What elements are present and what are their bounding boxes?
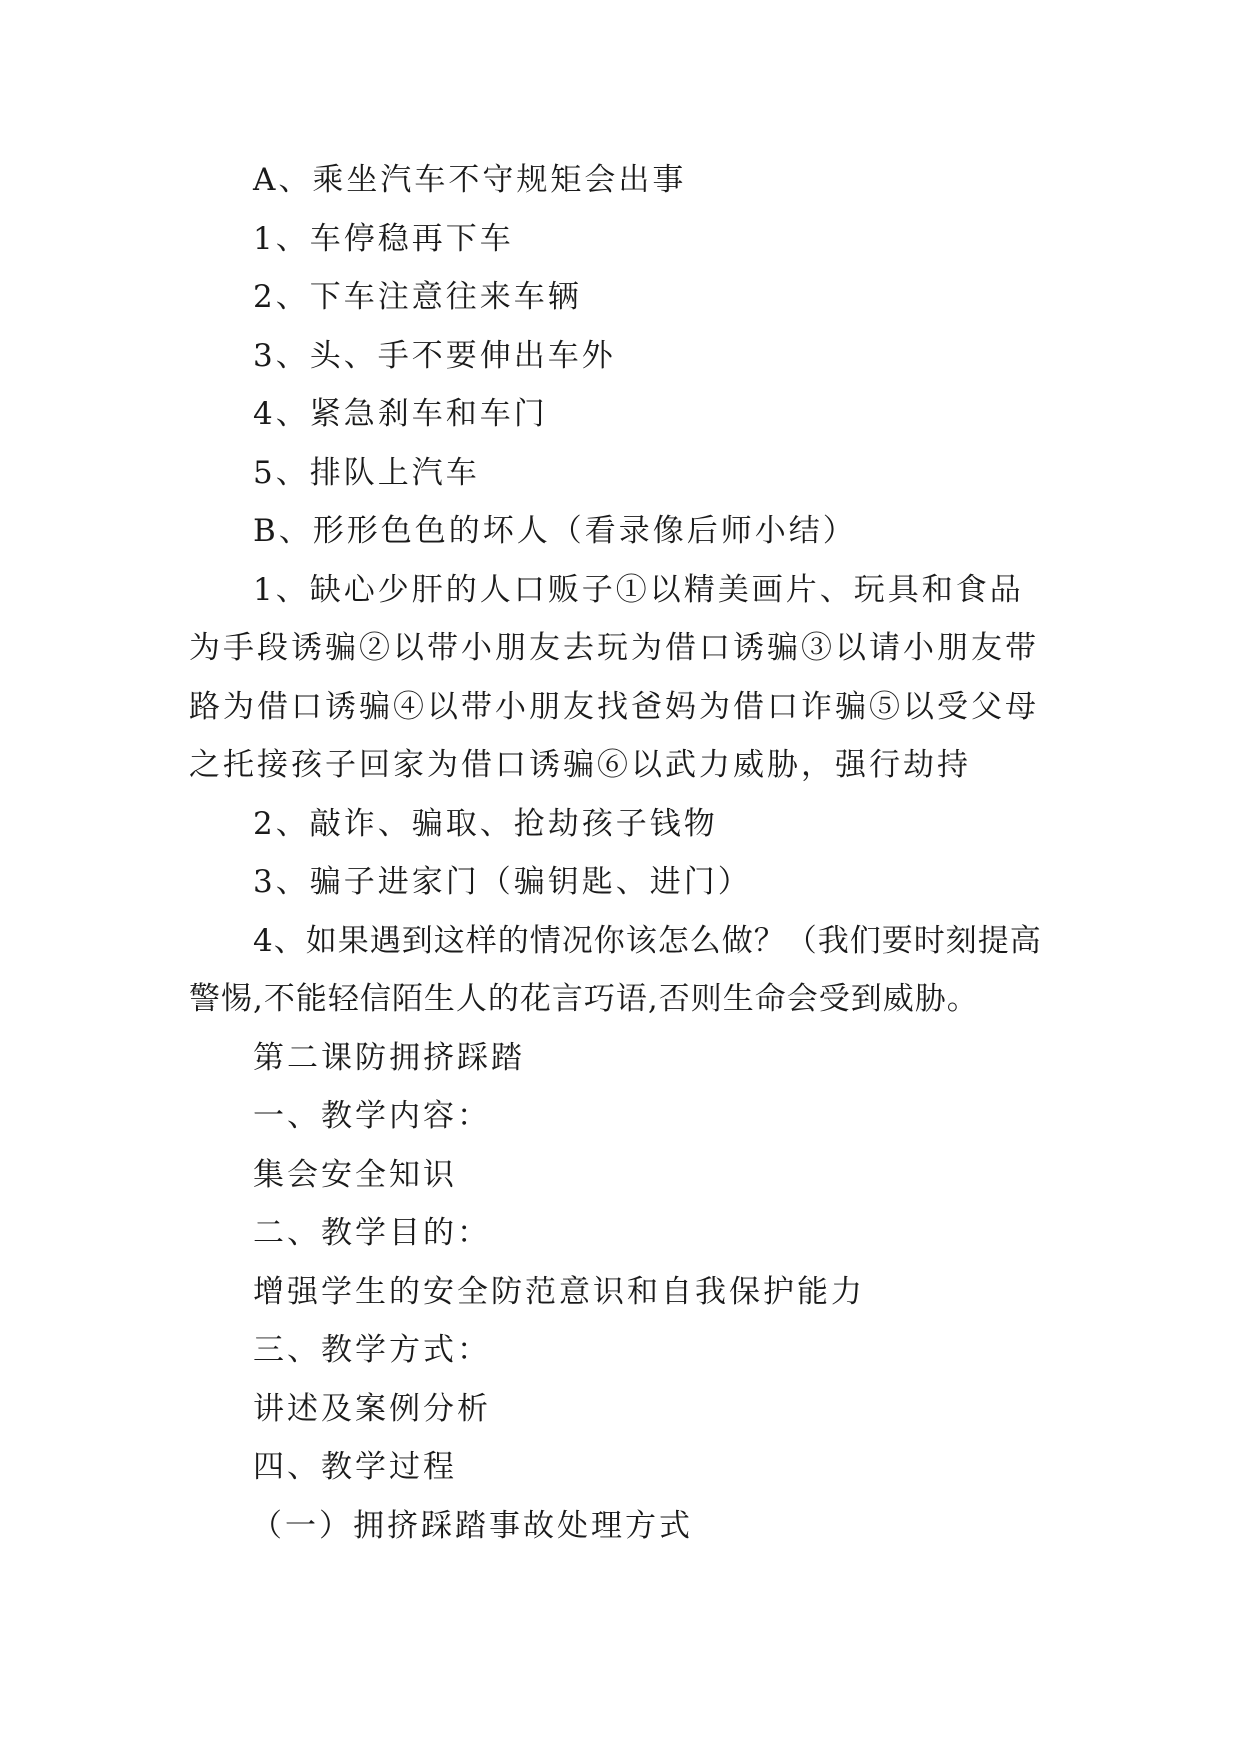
list-item: 1、缺心少肝的人口贩子①以精美画片、玩具和食品为手段诱骗②以带小朋友去玩为借口诱骗③以请小朋友带路为借口诱骗④以带小朋友找爸妈为借口诈骗⑤以受父母之托接孩子回家为借口诱骗⑥以武力威胁，强行劫持 <box>189 571 1039 783</box>
section-heading: 三、教学方式： <box>253 1332 491 1368</box>
list-item: 3、头、手不要伸出车外 <box>253 337 616 374</box>
list-item: 4、紧急刹车和车门 <box>253 396 548 432</box>
body-text: 增强学生的安全防范意识和自我保护能力 <box>253 1273 865 1310</box>
section-heading: 一、教学内容： <box>253 1098 491 1134</box>
list-item: 2、敲诈、骗取、抢劫孩子钱物 <box>253 805 718 842</box>
body-text: 集会安全知识 <box>253 1156 457 1193</box>
body-text: 讲述及案例分析 <box>253 1390 491 1427</box>
lesson-title: 第二课防拥挤踩踏 <box>253 1039 525 1076</box>
section-heading-a: A、乘坐汽车不守规矩会出事 <box>253 162 687 198</box>
list-item: 3、骗子进家门（骗钥匙、进门） <box>253 864 752 900</box>
document-body <box>189 151 1055 1555</box>
list-item: 2、下车注意往来车辆 <box>253 279 582 315</box>
list-item: 1、车停稳再下车 <box>253 220 514 257</box>
section-heading: 四、教学过程 <box>253 1449 457 1485</box>
subsection-heading: （一）拥挤踩踏事故处理方式 <box>251 1507 693 1544</box>
section-heading: 二、教学目的： <box>253 1215 491 1251</box>
list-item: 5、排队上汽车 <box>253 454 480 491</box>
section-heading-b: B、形形色色的坏人（看录像后师小结） <box>253 513 857 549</box>
list-item: 4、如果遇到这样的情况你该怎么做？（我们要时刻提高警惕,不能轻信陌生人的花言巧语,否则生命会受到威胁。 <box>189 922 1042 1017</box>
